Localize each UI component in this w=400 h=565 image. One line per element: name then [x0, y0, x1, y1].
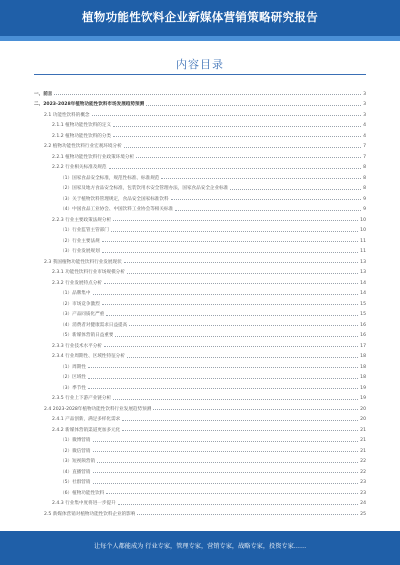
toc-leader-dots [102, 304, 358, 305]
toc-entry-title: （1）微博营销 [60, 438, 91, 443]
toc-entry[interactable] [34, 475, 366, 486]
toc-entry-title: （5）新媒体营销日益重要 [60, 333, 114, 338]
toc-page-number: 4 [363, 133, 366, 139]
toc-page-number: 7 [363, 154, 366, 160]
toc-leader-dots [102, 252, 358, 253]
toc-leader-dots [106, 315, 358, 316]
header-stripe [0, 36, 400, 41]
toc-page-number: 18 [360, 375, 366, 380]
toc-entry[interactable] [34, 286, 366, 297]
toc-entry-title: 2.3.4 行业周期性、区域性特征分析 [52, 354, 125, 359]
toc-entry[interactable] [34, 433, 366, 444]
toc-leader-dots [113, 126, 361, 127]
toc-entry-title: （2）区域性 [60, 375, 86, 380]
toc-entry[interactable] [34, 496, 366, 507]
toc-divider [34, 74, 366, 75]
toc-entry-title: （3）产品同质化严重 [60, 312, 105, 317]
toc-entry-title: （4）中国食品工业协会、中国饮料工业协会等相关标准 [60, 207, 174, 212]
toc-entry[interactable] [34, 338, 366, 349]
toc-entry-title: 2.2.3 行业主要政策法规分析 [52, 217, 112, 223]
toc-leader-dots [118, 504, 358, 505]
toc-page-number: 22 [360, 459, 366, 464]
toc-page-number: 7 [363, 144, 366, 149]
toc-entry-title: 2.3.3 行业技术水平分析 [52, 343, 102, 349]
toc-entry[interactable] [34, 506, 366, 517]
toc-page-number: 21 [360, 438, 366, 443]
toc-leader-dots [171, 199, 361, 200]
toc-entry[interactable] [34, 191, 366, 202]
toc-leader-dots [102, 241, 358, 242]
toc-entry-title: （2）行业主要法规 [60, 238, 100, 244]
toc-entry[interactable] [34, 349, 366, 360]
toc-entry[interactable] [34, 202, 366, 213]
toc-entry[interactable] [34, 265, 366, 276]
toc-page-number: 19 [360, 396, 366, 401]
toc-entry[interactable] [34, 464, 366, 475]
toc-leader-dots [88, 388, 358, 389]
toc-entry[interactable] [34, 296, 366, 307]
toc-entry-title: 2.3.2 行业发展特点分析 [52, 280, 102, 286]
toc-entry-title: 2.3 我国植物功能性饮料行业发展现状 [44, 259, 122, 265]
toc-page-number: 3 [363, 102, 366, 107]
toc-entry-title: （3）短视频营销 [60, 459, 96, 464]
toc-entry[interactable] [34, 181, 366, 192]
toc-leader-dots [113, 399, 358, 400]
toc-entry-title: （6）植物功能性饮料 [60, 490, 105, 496]
toc-entry[interactable] [34, 118, 366, 129]
toc-entry[interactable] [34, 170, 366, 181]
toc-leader-dots [104, 283, 358, 284]
toc-entry[interactable] [34, 97, 366, 108]
toc-leader-dots [124, 147, 361, 148]
toc-entry[interactable] [34, 86, 366, 97]
toc-entry[interactable] [34, 380, 366, 391]
toc-leader-dots [97, 462, 358, 463]
toc-entry-title: （1）品牌集中 [60, 291, 91, 296]
toc-leader-dots [93, 441, 359, 442]
toc-leader-dots [175, 210, 361, 211]
toc-leader-dots [129, 325, 358, 326]
toc-entry-title: 2.1.1 植物功能性饮料的定义 [52, 123, 112, 128]
toc-page-number: 20 [360, 406, 366, 412]
toc-entry[interactable] [34, 328, 366, 339]
toc-page-number: 13 [360, 270, 366, 275]
toc-entry-title: 2.4 2023-2028年植物功能性饮料行业发展趋势预测 [44, 406, 152, 412]
toc-page-number: 18 [360, 364, 366, 370]
toc-entry-title: （1）国家食品安全标准，规范性标准、标准规范 [60, 175, 160, 181]
toc-entry-title: 2.5 新媒体营销对植物功能性饮料企业的影响 [44, 511, 136, 517]
toc-entry[interactable] [34, 149, 366, 160]
toc-entry[interactable] [34, 139, 366, 150]
toc-leader-dots [136, 157, 361, 158]
toc-leader-dots [93, 472, 359, 473]
toc-leader-dots [104, 346, 358, 347]
toc-page-number: 23 [360, 480, 366, 485]
toc-entry[interactable] [34, 391, 366, 402]
toc-entry-title: 2.3.1 功能性饮料行业市场规模分析 [52, 270, 125, 275]
toc-page-number: 10 [360, 228, 366, 233]
toc-entry[interactable] [34, 212, 366, 223]
toc-leader-dots [153, 409, 358, 410]
toc-page-number: 16 [360, 333, 366, 338]
toc-entry[interactable] [34, 107, 366, 118]
toc-entry[interactable] [34, 317, 366, 328]
toc-leader-dots [122, 420, 358, 421]
toc-leader-dots [113, 136, 361, 137]
toc-entry[interactable] [34, 422, 366, 433]
toc-leader-dots [230, 189, 361, 190]
toc-entry[interactable] [34, 254, 366, 265]
toc-page-number: 22 [360, 469, 366, 475]
toc-leader-dots [127, 273, 358, 274]
table-of-contents [34, 86, 366, 517]
toc-leader-dots [122, 430, 358, 431]
toc-leader-dots [127, 357, 358, 358]
toc-entry[interactable] [34, 359, 366, 370]
toc-leader-dots [54, 94, 361, 95]
toc-leader-dots [115, 336, 358, 337]
toc-entry-title: 2.4.3 行业集中度将进一步提升 [52, 501, 116, 506]
toc-entry[interactable] [34, 275, 366, 286]
toc-leader-dots [92, 115, 362, 116]
toc-page-number: 16 [360, 322, 366, 328]
toc-entry[interactable] [34, 160, 366, 171]
toc-page-number: 20 [360, 417, 366, 422]
toc-page-number: 4 [363, 123, 366, 128]
toc-leader-dots [93, 451, 359, 452]
toc-entry-title: 2.1.2 植物功能性饮料的分类 [52, 133, 112, 139]
toc-entry-title: （1）行业监管主管部门 [60, 228, 109, 233]
toc-entry-title: 2.2.1 植物功能性饮料行业政策环境分析 [52, 154, 135, 160]
toc-leader-dots [111, 231, 358, 232]
toc-entry[interactable] [34, 370, 366, 381]
report-title: 植物功能性饮料企业新媒体营销策略研究报告 [82, 10, 318, 24]
toc-entry-title: （3）关于植物饮料管理规定，食品安全国家标准饮料 [60, 196, 169, 202]
toc-page-number: 3 [363, 91, 366, 97]
toc-page-number: 14 [360, 291, 366, 296]
toc-leader-dots [88, 367, 358, 368]
toc-entry-title: （3）季节性 [60, 385, 86, 391]
toc-entry[interactable] [34, 307, 366, 318]
toc-entry-title: （4）消费者对健康需求日益提高 [60, 322, 128, 328]
toc-entry-title: 2.2.2 行业相关标准及规范 [52, 165, 107, 170]
toc-entry[interactable] [34, 485, 366, 496]
toc-page-number: 9 [363, 196, 366, 202]
toc-page-number: 18 [360, 354, 366, 359]
toc-page-number: 15 [360, 301, 366, 307]
toc-page-number: 25 [360, 511, 366, 517]
toc-entry-title: 2.1 功能性饮料的概念 [44, 112, 90, 118]
toc-entry-title: （4）直播营销 [60, 469, 91, 475]
toc-entry[interactable] [34, 244, 366, 255]
toc-page-number: 23 [360, 490, 366, 496]
toc-entry-title: （2）国家及地方食品安全标准，包装饮用水安全管理办法，国家食品安全企业标准 [60, 186, 229, 191]
toc-entry-title: 2.4.1 产品创新，满足多样化需求 [52, 417, 121, 422]
toc-entry-title: 2.4.2 新媒体营销渠道更加多元化 [52, 427, 121, 433]
toc-page-number: 8 [363, 165, 366, 170]
toc-entry[interactable] [34, 233, 366, 244]
toc-leader-dots [113, 220, 358, 221]
toc-page-number: 11 [360, 249, 366, 254]
toc-entry[interactable] [34, 128, 366, 139]
toc-leader-dots [146, 105, 361, 106]
toc-page-number: 10 [360, 217, 366, 223]
toc-entry[interactable] [34, 401, 366, 412]
toc-page-number: 17 [360, 343, 366, 349]
toc-entry[interactable] [34, 412, 366, 423]
footer-slogan: 让每个人都能成为 行业专家，管理专家，营销专家，战略专家，投资专家…… [93, 543, 307, 550]
toc-entry-title: 一、前言 [34, 91, 53, 97]
toc-page-number: 14 [360, 280, 366, 286]
toc-heading: 内容目录 [176, 58, 224, 71]
toc-page-number: 11 [360, 238, 366, 244]
toc-entry-title: （2）微信营销 [60, 448, 91, 454]
toc-page-number: 15 [360, 312, 366, 317]
toc-entry-title: （5）社群营销 [60, 480, 91, 485]
toc-entry[interactable] [34, 223, 366, 234]
toc-leader-dots [161, 178, 361, 179]
toc-leader-dots [106, 493, 358, 494]
toc-page-number: 13 [360, 259, 366, 265]
toc-entry-title: （1）周期性 [60, 364, 86, 370]
toc-page-number: 21 [360, 427, 366, 433]
toc-page-number: 21 [360, 448, 366, 454]
toc-entry-title: 2.3.5 行业上下游产业链分析 [52, 396, 112, 401]
toc-leader-dots [93, 483, 359, 484]
toc-leader-dots [137, 514, 358, 515]
toc-page-number: 8 [363, 175, 366, 181]
toc-entry-title: 二、2023-2028年植物功能性饮料市场发展趋势预测 [34, 102, 145, 107]
toc-page-number: 3 [363, 112, 366, 118]
toc-entry-title: （2）市场竞争激烈 [60, 301, 100, 307]
toc-leader-dots [88, 378, 358, 379]
toc-entry[interactable] [34, 443, 366, 454]
toc-leader-dots [93, 294, 359, 295]
toc-page-number: 24 [360, 501, 366, 506]
toc-page-number: 8 [363, 186, 366, 191]
toc-leader-dots [124, 262, 358, 263]
toc-entry[interactable] [34, 454, 366, 465]
toc-page-number: 9 [363, 207, 366, 212]
toc-page-number: 19 [360, 385, 366, 391]
toc-entry-title: 2.2 植物功能性饮料行业宏观环境分析 [44, 144, 122, 149]
toc-entry-title: （3）行业发展规划 [60, 249, 100, 254]
toc-leader-dots [109, 168, 362, 169]
